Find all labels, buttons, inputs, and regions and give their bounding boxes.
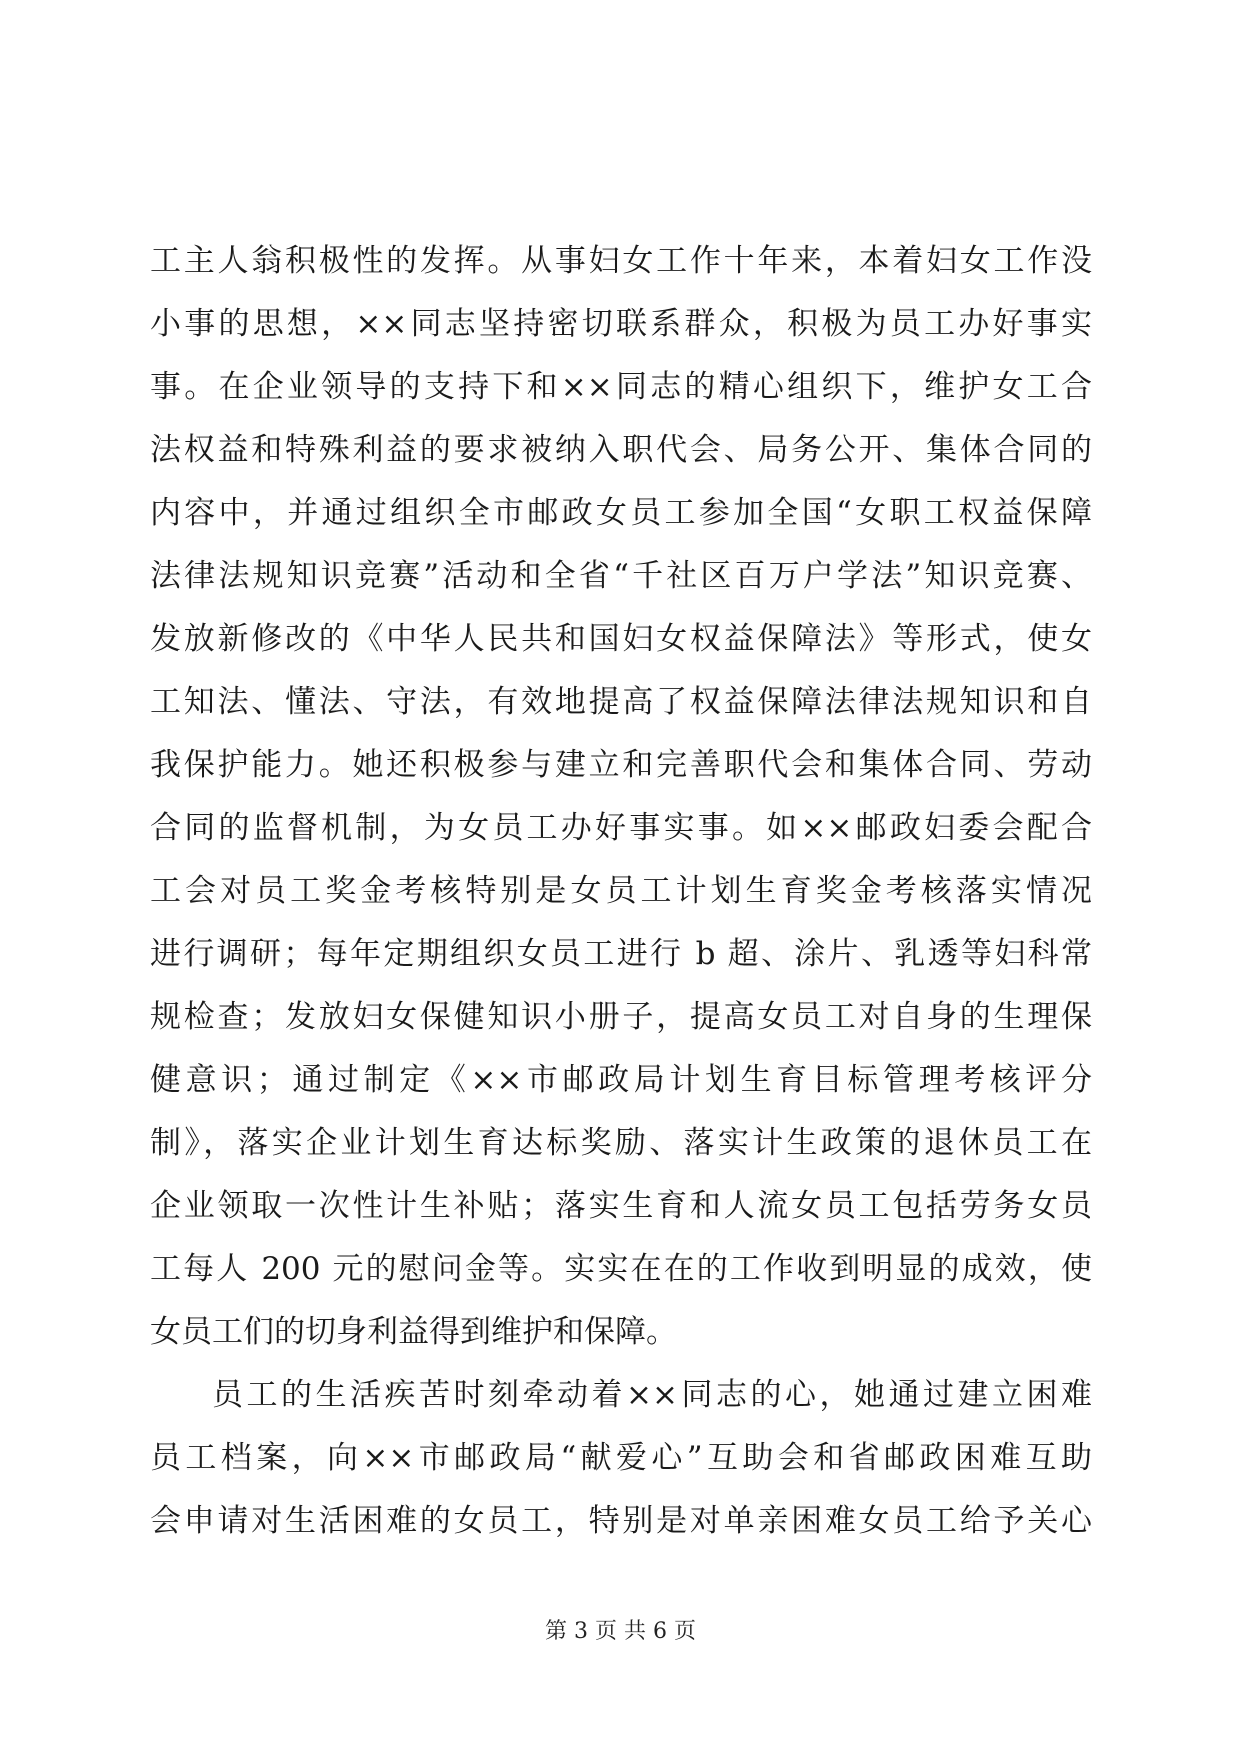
paragraph-2-line-3: 会申请对生活困难的女员工，特别是对单亲困难女员工给予关心 [150,1503,1092,1539]
page-number-label: 第 3 页 共 6 页 [545,1619,696,1644]
paragraph-1-line-18: 女员工们的切身利益得到维护和保障。 [150,1314,677,1350]
paragraph-1-line-9: 我保护能力。她还积极参与建立和完善职代会和集体合同、劳动 [150,747,1092,783]
paragraph-1-line-4: 法权益和特殊利益的要求被纳入职代会、局务公开、集体合同的 [150,432,1092,468]
paragraph-1-line-14: 健意识；通过制定《××市邮政局计划生育目标管理考核评分 [150,1062,1092,1098]
paragraph-2-line-1: 员工的生活疾苦时刻牵动着××同志的心，她通过建立困难 [212,1377,1092,1413]
paragraph-1-line-8: 工知法、懂法、守法，有效地提高了权益保障法律法规知识和自 [150,684,1092,720]
paragraph-1-line-12: 进行调研；每年定期组织女员工进行 b 超、涂片、乳透等妇科常 [150,936,1092,972]
paragraph-2-line-2: 员工档案，向××市邮政局“献爱心”互助会和省邮政困难互助 [150,1440,1092,1476]
paragraph-1-line-6: 法律法规知识竞赛”活动和全省“千社区百万户学法”知识竞赛、 [150,558,1092,594]
paragraph-1-line-11: 工会对员工奖金考核特别是女员工计划生育奖金考核落实情况 [150,873,1092,909]
paragraph-1-line-15: 制》，落实企业计划生育达标奖励、落实计生政策的退休员工在 [150,1125,1092,1161]
body-text [150,230,1092,1553]
paragraph-1-line-2: 小事的思想，××同志坚持密切联系群众，积极为员工办好事实 [150,306,1092,342]
paragraph-1-line-16: 企业领取一次性计生补贴；落实生育和人流女员工包括劳务女员 [150,1188,1092,1224]
paragraph-1-line-13: 规检查；发放妇女保健知识小册子，提高女员工对自身的生理保 [150,999,1092,1035]
paragraph-1-line-3: 事。在企业领导的支持下和××同志的精心组织下，维护女工合 [150,369,1092,405]
paragraph-1-line-17: 工每人 200 元的慰问金等。实实在在的工作收到明显的成效，使 [150,1251,1092,1287]
paragraph-1-line-1: 工主人翁积极性的发挥。从事妇女工作十年来，本着妇女工作没 [150,243,1092,279]
paragraph-1-line-7: 发放新修改的《中华人民共和国妇女权益保障法》等形式，使女 [150,621,1092,657]
paragraph-1-line-5: 内容中，并通过组织全市邮政女员工参加全国“女职工权益保障 [150,495,1092,531]
paragraph-1-line-10: 合同的监督机制，为女员工办好事实事。如××邮政妇委会配合 [150,810,1092,846]
page-footer [0,1617,1241,1647]
